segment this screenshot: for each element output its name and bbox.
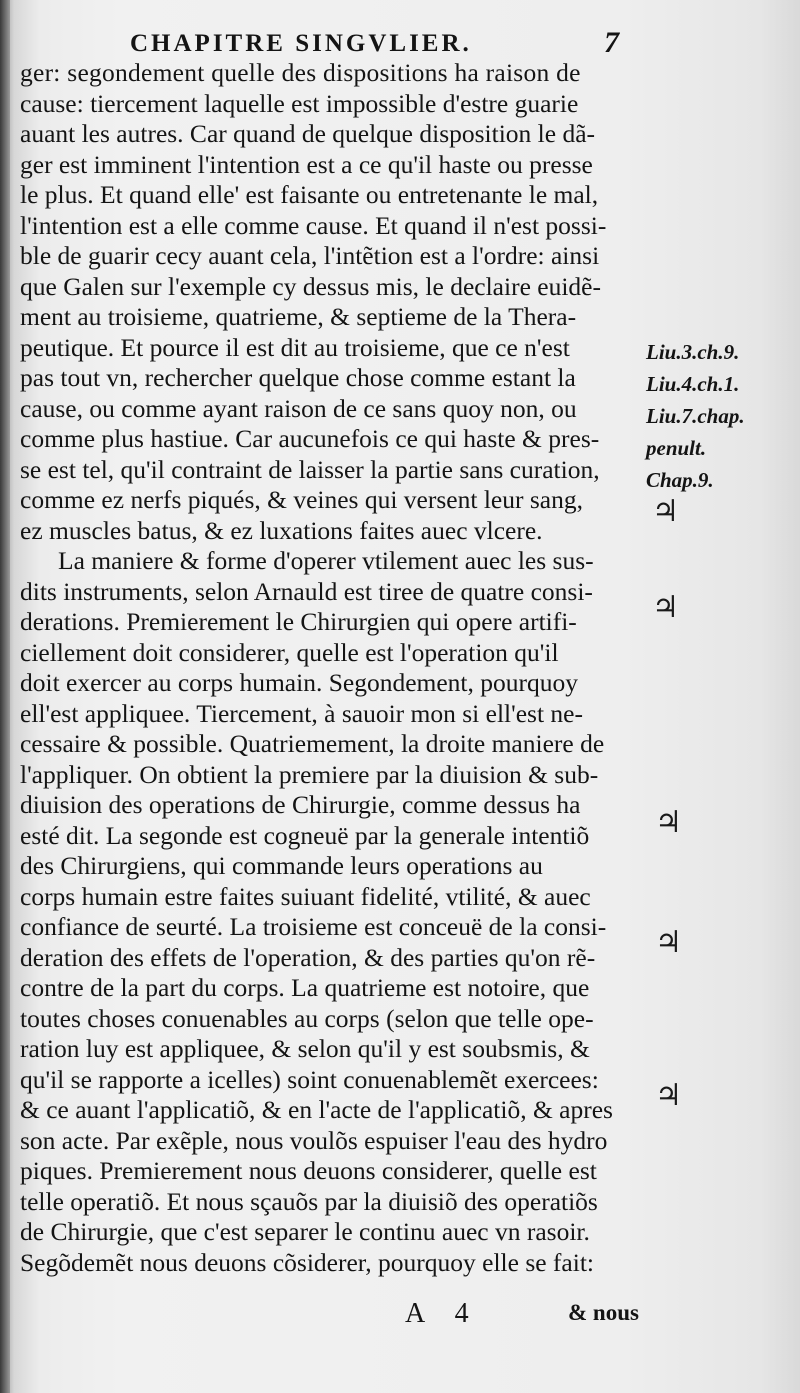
text-line: diuision des operations de Chirurgie, comme dessus ha <box>20 790 581 819</box>
jupiter-symbol-icon: ♃ <box>652 494 679 529</box>
jupiter-symbol-icon: ♃ <box>655 805 682 840</box>
text-line: que Galen sur l'exemple cy dessus mis, le declaire euidẽ- <box>20 271 601 301</box>
text-line: cause, ou comme ayant raison de ce sans quoy non, ou <box>20 393 577 423</box>
text-line: toutes choses conuenables au corps (selon que telle ope- <box>20 1003 594 1033</box>
text-line: deration des effets de l'operation, & des parties qu'on rẽ- <box>20 942 596 972</box>
text-line: La maniere & forme d'operer vtilement auec les sus- <box>58 546 594 575</box>
text-line: doit exercer au corps humain. Segondement, pourquoy <box>20 668 579 697</box>
text-line: Segõdemẽt nous deuons cõsiderer, pourquoy elle se fait: <box>20 1247 594 1277</box>
text-line: derations. Premierement le Chirurgien qui opere artifi- <box>20 607 577 636</box>
jupiter-symbol-icon: ♃ <box>655 925 682 960</box>
text-line: comme ez nerfs piqués, & veines qui versent leur sang, <box>20 485 583 514</box>
text-line: cause: tiercement laquelle est impossible d'estre guarie <box>20 88 579 118</box>
text-line: qu'il se rapporte a icelles) soint conuenablemẽt exercees: <box>20 1064 599 1094</box>
catchword: & nous <box>568 1300 639 1325</box>
page-number: 7 <box>604 26 619 59</box>
text-line: des Chirurgiens, qui commande leurs operations au <box>20 851 543 880</box>
text-line: son acte. Par exẽple, nous voulõs espuiser l'eau des hydro <box>20 1125 608 1155</box>
margin-note: penult. <box>646 436 707 460</box>
text-line: dits instruments, selon Arnauld est tiree de quatre consi- <box>20 576 593 606</box>
margin-note: Liu.7.chap. <box>646 404 745 428</box>
text-line: ration luy est appliquee, & selon qu'il y est soubsmis, & <box>20 1034 590 1063</box>
text-line: de Chirurgie, que c'est separer le continu auec vn rasoir. <box>20 1217 590 1246</box>
text-line: l'intention est a elle comme cause. Et quand il n'est possi- <box>20 210 607 240</box>
text-line: & ce auant l'applicatiõ, & en l'acte de l'applicatiõ, & apres <box>20 1095 613 1124</box>
text-line: l'appliquer. On obtient la premiere par la diuision & sub- <box>20 759 599 789</box>
text-line: se est tel, qu'il contraint de laisser la partie sans curation, <box>20 454 600 484</box>
margin-note: Chap.9. <box>646 468 714 492</box>
jupiter-symbol-icon: ♃ <box>655 1078 682 1113</box>
body-text <box>20 58 660 1278</box>
text-line: telle operatiõ. Et nous sçauõs par la diuisiõ des operatiõs <box>20 1186 598 1216</box>
text-line: ger: segondement quelle des dispositions ha raison de <box>20 58 581 87</box>
text-line: piques. Premierement nous deuons considerer, quelle est <box>20 1156 597 1185</box>
text-line: ez muscles batus, & ez luxations faites auec vlcere. <box>20 515 543 545</box>
signature-mark: A 4 <box>405 1298 481 1329</box>
text-line: ger est imminent l'intention est a ce qu'il haste ou presse <box>20 149 593 179</box>
text-line: auant les autres. Car quand de quelque disposition le dã- <box>20 119 596 148</box>
text-line: peutique. Et pource il est dit au troisieme, que ce n'est <box>20 332 570 362</box>
text-line: le plus. Et quand elle' est faisante ou entretenante le mal, <box>20 180 599 209</box>
jupiter-symbol-icon: ♃ <box>652 590 679 625</box>
page-footer <box>0 1298 800 1338</box>
text-line: ble de guarir cecy auant cela, l'intẽtion est a l'ordre: ainsi <box>20 241 600 270</box>
text-line: comme plus hastiue. Car aucunefois ce qui haste & pres- <box>20 424 600 453</box>
text-line: pas tout vn, rechercher quelque chose comme estant la <box>20 363 576 392</box>
text-line: ment au troisieme, quatrieme, & septieme de la Thera- <box>20 302 577 331</box>
text-line: ell'est appliquee. Tiercement, à sauoir mon si ell'est ne- <box>20 698 583 728</box>
text-line: corps humain estre faites suiuant fidelité, vtilité, & auec <box>20 881 591 911</box>
text-line: esté dit. La segonde est cogneuë par la generale intentiõ <box>20 820 590 850</box>
text-line: cessaire & possible. Quatriemement, la droite maniere de <box>20 729 605 758</box>
text-line: ciellement doit considerer, quelle est l'operation qu'il <box>20 637 559 667</box>
margin-note: Liu.3.ch.9. <box>646 340 740 364</box>
text-line: contre de la part du corps. La quatrieme est notoire, que <box>20 973 590 1002</box>
page-header <box>0 26 800 62</box>
margin-note: Liu.4.ch.1. <box>646 372 740 396</box>
running-title: CHAPITRE SINGVLIER. <box>130 30 472 57</box>
text-line: confiance de seurté. La troisieme est conceuë de la consi- <box>20 912 607 941</box>
gutter-shadow <box>0 0 10 1393</box>
